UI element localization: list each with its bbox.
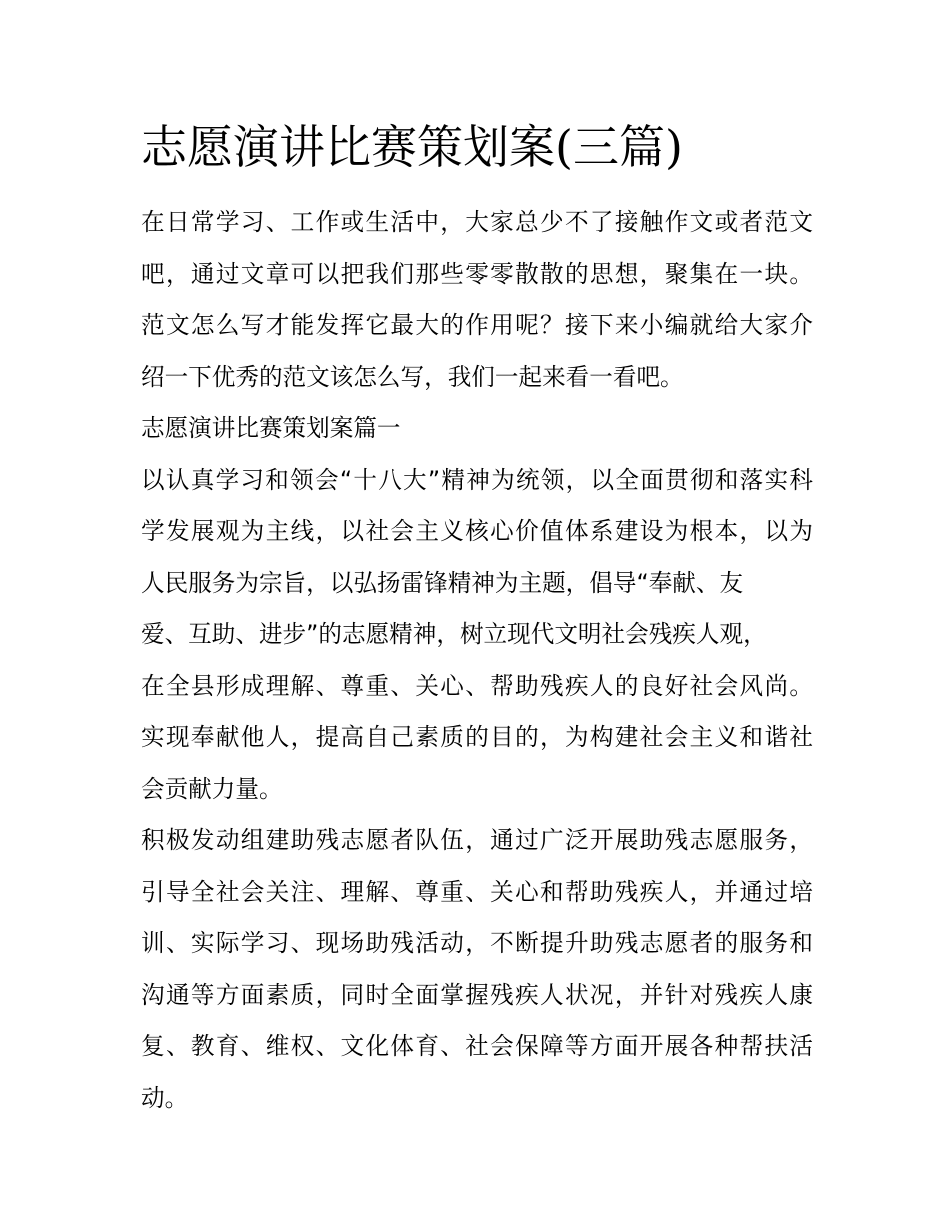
body-line: 人民服务为宗旨，以弘扬雷锋精神为主题，倡导“奉献、友: [141, 568, 744, 597]
section-heading: 志愿演讲比赛策划案篇一: [141, 414, 401, 442]
body-line: 在全县形成理解、尊重、关心、帮助残疾人的良好社会风尚。: [141, 671, 813, 700]
document-title: 志愿演讲比赛策划案(三篇): [141, 120, 683, 174]
body-line: 训、实际学习、现场助残活动，不断提升助残志愿者的服务和: [141, 929, 813, 957]
document-body: [141, 197, 813, 1124]
body-line: 绍一下优秀的范文该怎么写，我们一起来看一看吧。: [141, 362, 684, 391]
body-line: 范文怎么写才能发挥它最大的作用呢？接下来小编就给大家介: [141, 311, 813, 339]
body-line: 实现奉献他人，提高自己素质的目的，为构建社会主义和谐社: [141, 723, 813, 751]
body-line: 复、教育、维权、文化体育、社会保障等方面开展各种帮扶活: [141, 1032, 813, 1060]
body-line: 吧，通过文章可以把我们那些零零散散的思想，聚集在一块。: [141, 259, 813, 288]
body-line: 积极发动组建助残志愿者队伍，通过广泛开展助残志愿服务，: [141, 826, 813, 854]
body-line: 以认真学习和领会“十八大”精神为统领，以全面贯彻和落实科: [141, 465, 813, 494]
body-line: 沟通等方面素质，同时全面掌握残疾人状况，并针对残疾人康: [141, 980, 813, 1009]
body-line: 在日常学习、工作或生活中，大家总少不了接触作文或者范文: [141, 208, 813, 236]
body-line: 学发展观为主线，以社会主义核心价值体系建设为根本，以为: [141, 517, 813, 545]
body-line: 引导全社会关注、理解、尊重、关心和帮助残疾人，并通过培: [141, 877, 813, 906]
body-line: 爱、互助、进步”的志愿精神，树立现代文明社会残疾人观，: [141, 620, 767, 648]
body-line: 会贡献力量。: [141, 774, 283, 803]
body-line: 动。: [141, 1083, 189, 1112]
